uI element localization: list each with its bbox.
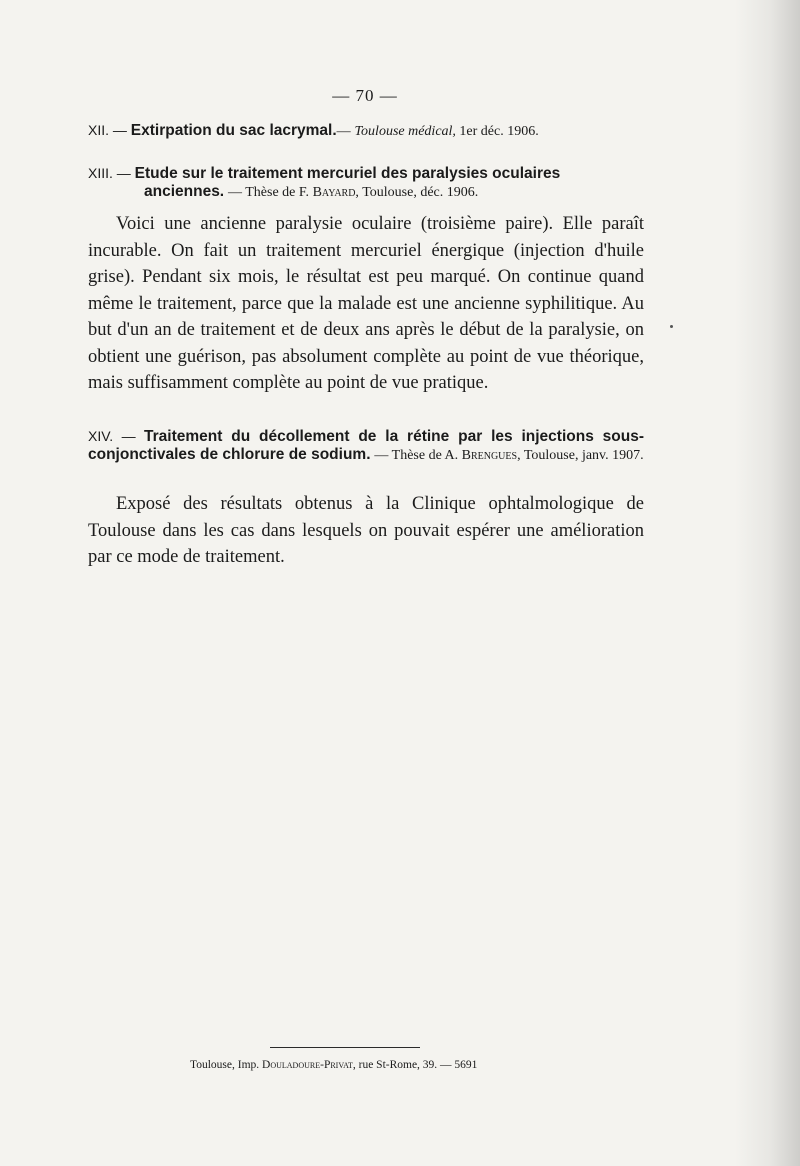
entry-title: Extirpation du sac lacrymal. xyxy=(130,122,337,139)
entry-source xyxy=(374,448,643,463)
entry-heading-line-1 xyxy=(88,164,644,183)
printer-address: rue St-Rome, 39. — 5691 xyxy=(358,1059,478,1071)
entry-title-line-1: Etude sur le traitement mercuriel des paralysies oculaires xyxy=(134,165,561,182)
journal-name: Toulouse médical, xyxy=(354,124,456,139)
entry-title: Traitement du décollement de la rétine par les injections sous-conjonctivales de chlorure de sodium. xyxy=(88,428,644,463)
entry-title-line-2: anciennes. xyxy=(144,183,225,200)
imprint-prefix: Toulouse, Imp. xyxy=(190,1059,260,1071)
margin-speck xyxy=(670,325,673,328)
entry-number: XIII. — xyxy=(88,165,131,181)
page-number: — 70 — xyxy=(332,86,398,105)
entry-xiii-paragraph: Voici une ancienne paralysie oculaire (troisième paire). Elle paraît incurable. On fait un traitement mercuriel énergique (injection d'huile grise). Pendant six mois, le résultat est peu marqué. On continue quand même le traitement, parce que la malade est une ancienne syphilitique. Au but d'un an de traitement et de deux ans après le début de la paralysie, on obtient une guérison, pas absolument complète au point de vue théorique, mais suffisamment complète au point de vue pratique. xyxy=(88,214,644,393)
entry-source xyxy=(355,124,539,139)
entry-number: XIV. — xyxy=(88,428,136,444)
entry-xii xyxy=(88,121,644,141)
thesis-author: Bayard, xyxy=(312,185,359,200)
source-suffix: Toulouse, déc. 1906. xyxy=(362,185,479,200)
entry-xiv-paragraph: Exposé des résultats obtenus à la Clinique ophtalmologique de Toulouse dans les cas dans lesquels on pouvait espérer une amélioration par ce mode de traitement. xyxy=(88,494,644,567)
printer-name: Douladoure-Privat, xyxy=(262,1059,356,1071)
entry-heading-line-2 xyxy=(88,183,644,202)
source-prefix: — Thèse de A. xyxy=(374,448,459,463)
printer-imprint xyxy=(190,1059,550,1071)
thesis-author: Brengues, xyxy=(461,448,521,463)
entry-xiv xyxy=(88,427,644,465)
entry-number: XII. — xyxy=(88,122,127,138)
entry-xiii xyxy=(88,164,644,202)
entry-dash: — xyxy=(336,124,351,139)
entry-source xyxy=(228,185,478,200)
source-suffix: Toulouse, janv. 1907. xyxy=(523,448,644,463)
publication-date: 1er déc. 1906. xyxy=(459,124,539,139)
footer-rule xyxy=(270,1047,420,1048)
source-prefix: — Thèse de F. xyxy=(228,185,310,200)
